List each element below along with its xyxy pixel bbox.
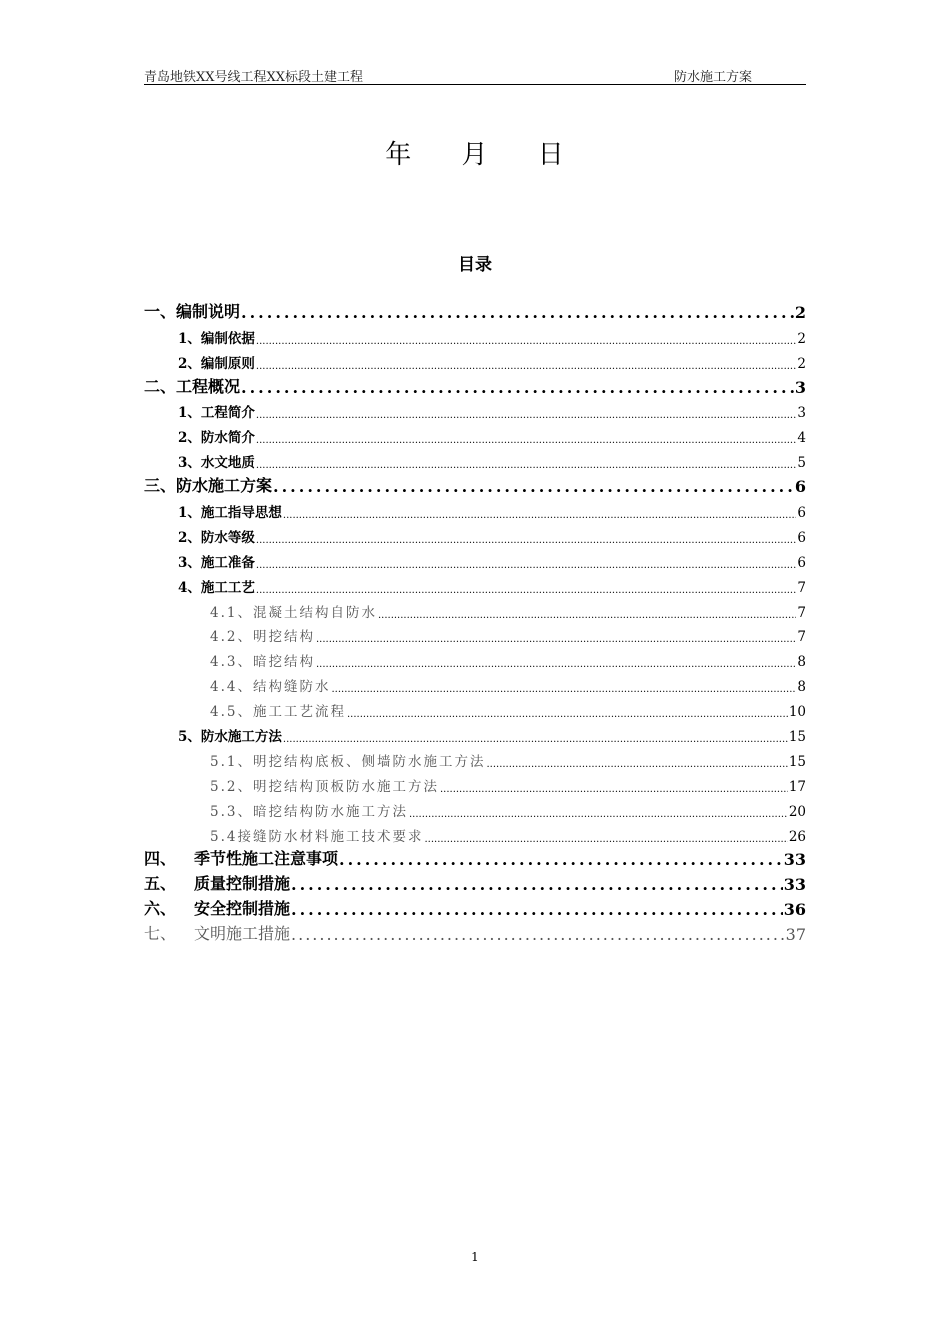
toc-entry-page: 26 xyxy=(788,828,806,845)
toc-entry[interactable] xyxy=(144,770,806,795)
header-document-title: 青岛地铁XX号线工程XX标段土建工程 xyxy=(144,70,364,85)
toc-entry-page: 37 xyxy=(785,925,806,945)
toc-entry-label: 水文地质 xyxy=(200,455,255,472)
toc-entry-page: 7 xyxy=(797,604,806,621)
dot-leader xyxy=(291,903,783,919)
toc-entry-page: 20 xyxy=(788,803,806,820)
dot-leader xyxy=(241,381,794,397)
toc-entry[interactable] xyxy=(144,421,806,446)
toc-entry[interactable] xyxy=(144,645,806,670)
toc-entry[interactable] xyxy=(144,845,806,870)
toc-entry[interactable] xyxy=(144,596,806,621)
toc-entry[interactable] xyxy=(144,496,806,521)
toc-entry[interactable] xyxy=(144,546,806,571)
dot-leader xyxy=(256,337,797,347)
toc-entry[interactable] xyxy=(144,720,806,745)
toc-entry-label: 质量控制措施 xyxy=(194,874,291,894)
toc-entry-label: 防水简介 xyxy=(200,430,255,447)
toc-entry-page: 4 xyxy=(797,430,806,447)
toc-entry-page: 2 xyxy=(797,330,806,347)
dot-leader xyxy=(283,511,797,521)
toc-entry-number: 二、 xyxy=(144,376,177,396)
toc-entry-label: 编制说明 xyxy=(176,301,241,321)
toc-entry[interactable] xyxy=(144,795,806,820)
toc-entry-page: 33 xyxy=(783,875,806,895)
toc-entry-page: 8 xyxy=(797,679,806,696)
toc-entry-page: 6 xyxy=(797,554,806,571)
toc-entry[interactable] xyxy=(144,919,806,944)
toc-entry-number: 3、 xyxy=(178,554,201,571)
dot-leader xyxy=(241,306,794,322)
toc-entry-label: 编制依据 xyxy=(200,330,255,347)
toc-entry-number: 3、 xyxy=(178,455,201,472)
dot-leader xyxy=(256,461,797,471)
date-line xyxy=(0,134,950,171)
toc-entry-number: 三、 xyxy=(144,476,177,496)
toc-entry-number: 五、 xyxy=(144,874,177,894)
toc-entry[interactable] xyxy=(144,820,806,845)
dot-leader xyxy=(316,660,796,670)
dot-leader xyxy=(256,411,797,421)
toc-entry-number: 2、 xyxy=(178,529,201,546)
toc-entry-page: 33 xyxy=(783,850,806,870)
dot-leader xyxy=(256,586,797,596)
toc-entry-page: 5 xyxy=(797,455,806,472)
toc-entry-page: 8 xyxy=(797,654,806,671)
toc-entry-label: 文明施工措施 xyxy=(194,924,291,944)
toc-entry[interactable] xyxy=(144,322,806,347)
toc-entry-page: 3 xyxy=(794,377,806,397)
toc-entry-label: 明挖结构底板、侧墙防水施工方法 xyxy=(252,753,486,770)
dot-leader xyxy=(486,760,787,770)
toc-entry-page: 7 xyxy=(797,579,806,596)
toc-entry[interactable] xyxy=(144,571,806,596)
dot-leader xyxy=(256,362,797,372)
toc-entry[interactable] xyxy=(144,670,806,695)
page-header xyxy=(144,64,806,85)
toc-entry-label: 施工工艺流程 xyxy=(252,704,346,721)
toc-entry-label: 工程简介 xyxy=(200,405,255,422)
toc-entry-page: 10 xyxy=(788,704,806,721)
toc-entry-number: 4.1、 xyxy=(210,604,253,621)
toc-entry[interactable] xyxy=(144,869,806,894)
toc-entry-page: 36 xyxy=(783,900,806,920)
toc-entry-page: 2 xyxy=(797,355,806,372)
toc-entry-label: 接缝防水材料施工技术要求 xyxy=(237,828,424,845)
toc-entry-number: 2、 xyxy=(178,355,201,372)
toc-entry-page: 6 xyxy=(797,529,806,546)
dot-leader xyxy=(256,436,797,446)
dot-leader xyxy=(409,810,788,820)
toc-entry-label: 施工准备 xyxy=(200,554,255,571)
dot-leader xyxy=(440,785,788,795)
toc-entry-label: 季节性施工注意事项 xyxy=(194,849,339,869)
toc-entry-page: 6 xyxy=(794,477,806,497)
toc-entry[interactable] xyxy=(144,471,806,496)
dot-leader xyxy=(256,561,797,571)
dot-leader xyxy=(316,635,796,645)
toc-entry[interactable] xyxy=(144,397,806,422)
toc-entry[interactable] xyxy=(144,372,806,397)
toc-entry[interactable] xyxy=(144,621,806,646)
toc-entry[interactable] xyxy=(144,347,806,372)
toc-entry-page: 17 xyxy=(788,778,806,795)
toc-entry-page: 6 xyxy=(797,505,806,522)
dot-leader xyxy=(378,611,796,621)
toc-entry-number: 4.4、 xyxy=(210,679,253,696)
toc-entry[interactable] xyxy=(144,695,806,720)
toc-entry-number: 5.3、 xyxy=(210,803,253,820)
dot-leader xyxy=(291,878,783,894)
toc-entry-number: 4.3、 xyxy=(210,654,253,671)
toc-entry-label: 施工指导思想 xyxy=(200,505,282,522)
toc-entry-label: 结构缝防水 xyxy=(252,679,331,696)
date-month: 月 xyxy=(461,140,489,170)
toc-title: 目录 xyxy=(458,255,492,275)
toc-entry-label: 明挖结构 xyxy=(252,629,315,646)
toc-entry-number: 4.2、 xyxy=(210,629,253,646)
toc-entry-label: 工程概况 xyxy=(176,376,241,396)
toc-entry-label: 防水施工方案 xyxy=(176,476,273,496)
toc-entry[interactable] xyxy=(144,745,806,770)
toc-entry-label: 防水施工方法 xyxy=(200,729,282,746)
toc-entry-page: 7 xyxy=(797,629,806,646)
toc-entry-number: 七、 xyxy=(144,924,177,944)
toc-entry-number: 1、 xyxy=(178,330,201,347)
toc-entry-number: 4.5、 xyxy=(210,704,253,721)
toc-entry-number: 5.4 xyxy=(210,828,238,845)
toc-entry-label: 暗挖结构防水施工方法 xyxy=(252,803,408,820)
toc-entry-number: 1、 xyxy=(178,505,201,522)
toc-entry-number: 1、 xyxy=(178,405,201,422)
toc-entry-label: 明挖结构顶板防水施工方法 xyxy=(252,778,439,795)
toc-entry-number: 5、 xyxy=(178,729,201,746)
dot-leader xyxy=(331,685,796,695)
date-year: 年 xyxy=(385,140,413,170)
toc-entry[interactable] xyxy=(144,521,806,546)
toc-entry-number: 5.2、 xyxy=(210,778,253,795)
toc-entry[interactable] xyxy=(144,894,806,919)
toc-entry[interactable] xyxy=(144,297,806,322)
dot-leader xyxy=(347,710,788,720)
toc-entry-label: 暗挖结构 xyxy=(252,654,315,671)
toc-entry-label: 防水等级 xyxy=(200,529,255,546)
dot-leader xyxy=(273,480,794,496)
toc-entry-number: 2、 xyxy=(178,430,201,447)
header-section-title: 防水施工方案 xyxy=(674,70,753,85)
date-day: 日 xyxy=(537,140,565,170)
dot-leader xyxy=(291,928,785,944)
toc-entry-page: 15 xyxy=(788,753,806,770)
table-of-contents xyxy=(144,297,806,944)
dot-leader xyxy=(283,735,788,745)
dot-leader xyxy=(256,536,797,546)
toc-entry-number: 一、 xyxy=(144,301,177,321)
toc-entry-number: 四、 xyxy=(144,849,177,869)
toc-entry-page: 3 xyxy=(797,405,806,422)
toc-entry-number: 六、 xyxy=(144,899,177,919)
dot-leader xyxy=(424,835,787,845)
toc-entry-number: 4、 xyxy=(178,579,201,596)
toc-entry-page: 2 xyxy=(794,302,806,322)
toc-entry-page: 15 xyxy=(788,729,806,746)
toc-entry[interactable] xyxy=(144,446,806,471)
dot-leader xyxy=(339,853,783,869)
toc-entry-label: 编制原则 xyxy=(200,355,255,372)
toc-entry-number: 5.1、 xyxy=(210,753,253,770)
page-number: 1 xyxy=(471,1250,479,1264)
toc-entry-label: 混凝土结构自防水 xyxy=(252,604,377,621)
toc-entry-label: 安全控制措施 xyxy=(194,899,291,919)
toc-entry-label: 施工工艺 xyxy=(200,579,255,596)
